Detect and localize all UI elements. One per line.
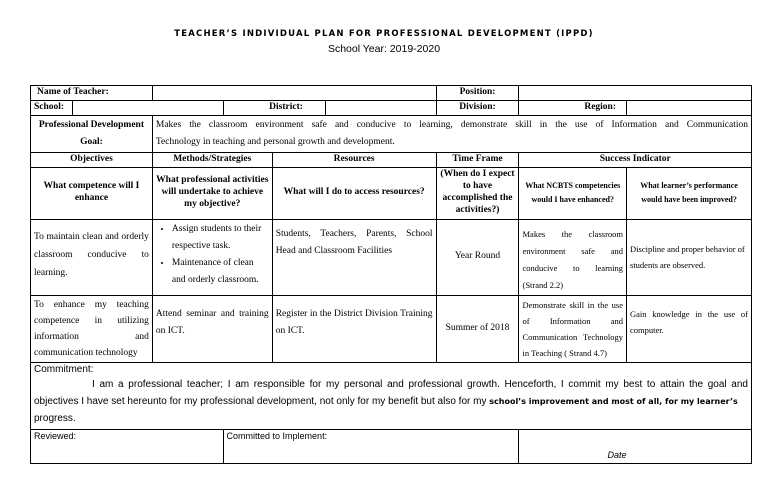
objective-cell: To enhance my teaching competence in utilizing information and communication technology [31,295,153,362]
school-value [72,100,223,115]
division-label: Division: [436,100,519,115]
competencies-question: What NCBTS competencies would I have enhanced? [519,167,627,219]
table-row [31,295,752,362]
goal-label-line2: Goal: [80,136,103,147]
table-row [31,219,752,295]
commitment-emphasis-text: school’s improvement and most of all, for my learner’s [489,396,738,406]
commitment-text [34,376,748,427]
methods-header: Methods/Strategies [152,152,272,167]
position-label: Position: [436,86,519,101]
commitment-section [31,362,752,429]
goal-label [31,115,153,152]
success-indicator-header: Success Indicator [519,152,752,167]
resources-header: Resources [272,152,436,167]
commitment-label: Commitment: [34,363,94,375]
objective-cell: To maintain clean and orderly classroom conducive to learning. [31,219,153,295]
goal-text-line2: Technology in teaching and personal growth and development. [155,136,395,147]
timeframe-header: Time Frame [436,152,519,167]
timeframe-cell: Summer of 2018 [436,295,519,362]
timeframe-question: (When do I expect to have accomplished the activities?) [436,167,519,219]
school-label: School: [31,100,73,115]
list-item: • Assign students to their respective task. [172,221,269,255]
methods-question: What professional activities will undertake to achieve my objective? [152,167,272,219]
learner-cell: Discipline and proper behavior of students are observed. [627,219,752,295]
learner-cell: Gain knowledge in the use of computer. [627,295,752,362]
document-title: TEACHER’S INDIVIDUAL PLAN FOR PROFESSIONAL DEVELOPMENT (IPPD) [174,29,594,39]
goal-text-line1: Makes the classroom environment safe and conducive to learning, demonstrate skill in the use of Information and Communication [155,119,748,130]
resources-question: What will I do to access resources? [272,167,436,219]
resources-cell: Register in the District Division Training on ICT. [272,295,436,362]
goal-text [152,115,751,152]
competency-cell: Demonstrate skill in the use of Information and Communication Technology in Teaching ( Strand 4.7) [519,295,627,362]
ippd-table [30,85,752,464]
methods-cell [152,219,272,295]
name-of-teacher-label: Name of Teacher: [31,86,153,101]
district-value [325,100,436,115]
committed-to-implement-label: Committed to Implement: [223,429,519,463]
list-item: • Maintenance of clean and orderly classroom. [172,255,269,289]
region-label: Region: [519,100,627,115]
commitment-main-text: I am a professional teacher; I am responsible for my personal and professional growth. Henceforth, I commit my best to attain the goal and objectives I have set hereunto for my professional development, not only for my benefit but also for my [34,378,748,407]
reviewed-label: Reviewed: [31,429,224,463]
timeframe-cell: Year Round [436,219,519,295]
date-label: Date [519,429,752,463]
commitment-end-text: progress. [34,412,76,424]
goal-label-line1: Professional Development [38,119,144,130]
position-value [519,86,752,101]
learners-question: What learner’s performance would have been improved? [627,167,752,219]
objectives-question: What competence will I enhance [31,167,153,219]
school-year: School Year: 2019-2020 [327,43,441,55]
resources-cell: Students, Teachers, Parents, School Head and Classroom Facilities [272,219,436,295]
name-of-teacher-value [152,86,436,101]
region-value [627,100,752,115]
methods-cell: Attend seminar and training on ICT. [152,295,272,362]
competency-cell: Makes the classroom environment safe and conducive to learning (Strand 2.2) [519,219,627,295]
district-label: District: [223,100,325,115]
objectives-header: Objectives [31,152,153,167]
